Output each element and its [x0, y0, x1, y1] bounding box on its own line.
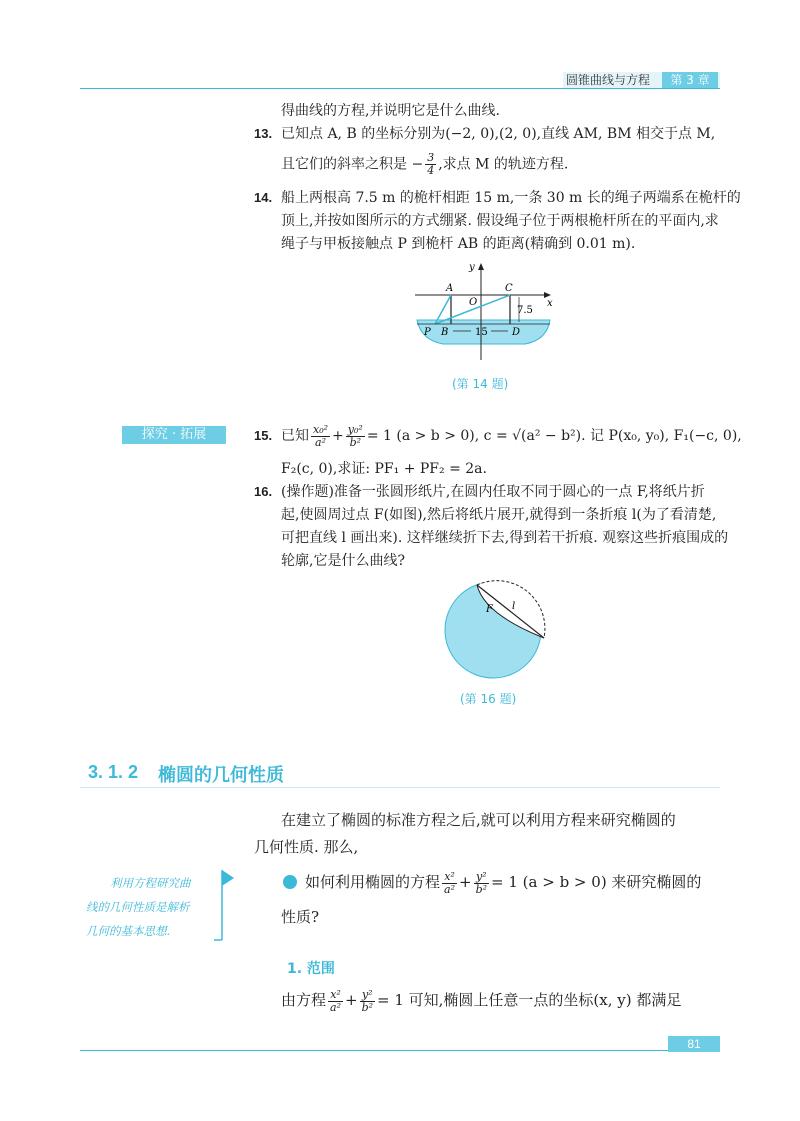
explore-extend-label: 探究 · 拓展 — [122, 426, 226, 444]
problem-16-line2: 起,使圆周过点 F(如图),然后将纸片展开,就得到一条折痕 l(为了看清楚, — [281, 507, 717, 523]
intro-line1: 在建立了椭圆的标准方程之后,就可以利用方程来研究椭圆的 — [281, 811, 676, 829]
range-line: 由方程 $\frac{\text{x²}}{\text{a²}}$ + $\frac{\text{y²}}{\text{b²}}$ = 1 可知,椭圆上任意一点的坐标(x, y) 都满足 — [281, 987, 682, 1014]
label-d: D — [512, 327, 521, 338]
problem-16-line1: (操作题)准备一张圆形纸片,在圆内任取不同于圆心的一点 F,将纸片折 — [281, 484, 705, 500]
problem-15-line2: F₂(c, 0),求证: PF₁ + PF₂ = 2a. — [281, 461, 487, 477]
figure-16-folded-circle — [440, 578, 550, 682]
problem-16-line3: 可把直线 l 画出来). 这样继续折下去,得到若干折痕. 观察这些折痕围成的 — [281, 530, 729, 546]
question-line1: 如何利用椭圆的方程 $\frac{\text{x²}}{\text{a²}}$ + $\frac{\text{y²}}{\text{b²}}$ = 1 (a > b > 0) 来研究椭圆的 — [305, 869, 702, 896]
sidenote-bracket — [214, 868, 236, 944]
page-number: 81 — [668, 1036, 720, 1052]
fraction-ysq-bsq: $\frac{\text{y²}}{\text{b²}}$ — [475, 869, 488, 896]
header-rule — [80, 88, 720, 89]
figure-14-mast-diagram — [405, 258, 565, 368]
label-f: F — [486, 604, 493, 615]
sidenote-line3: 几何的基本思想. — [86, 924, 171, 938]
problem-16-line4: 轮廓,它是什么曲线? — [281, 553, 405, 569]
figure-16-caption: (第 16 题) — [460, 692, 517, 706]
question-line2: 性质? — [281, 908, 320, 926]
problem-13-line1: 已知点 A, B 的坐标分别为(−2, 0),(2, 0),直线 AM, BM 相交于点 M, — [281, 126, 716, 142]
question-bullet — [283, 875, 297, 889]
label-x: x — [547, 298, 553, 309]
problem-continuation: 得曲线的方程,并说明它是什么曲线. — [281, 103, 500, 119]
chapter-title: 圆锥曲线与方程 — [566, 73, 651, 87]
problem-16-number: 16. — [254, 484, 273, 499]
label-b: B — [441, 327, 449, 338]
label-y: y — [469, 262, 475, 273]
section-number: 3. 1. 2 — [88, 762, 139, 782]
label-o: O — [469, 297, 478, 308]
sidenote-line2: 线的几何性质是解析 — [86, 900, 190, 914]
chapter-tag: 第 3 章 — [662, 72, 718, 88]
intro-line2: 几何性质. 那么, — [254, 838, 359, 856]
section-title: 椭圆的几何性质 — [158, 765, 284, 786]
label-height: 7.5 — [517, 305, 533, 316]
fraction-y0sq-bsq: $\frac{\text{y₀²}}{\text{b²}}$ — [347, 422, 363, 449]
section-rule — [80, 787, 720, 788]
label-c: C — [505, 283, 513, 294]
problem-14-number: 14. — [254, 190, 273, 205]
fraction-3-4: $\frac{3}{4}$ — [427, 151, 435, 177]
label-a: A — [446, 283, 454, 294]
problem-14-line3: 绳子与甲板接触点 P 到桅杆 AB 的距离(精确到 0.01 m). — [281, 236, 636, 252]
fraction-xsq-asq: $\frac{\text{x²}}{\text{a²}}$ — [444, 869, 455, 896]
sidenote-line1: 利用方程研究曲 — [110, 876, 191, 890]
label-l: l — [512, 601, 516, 612]
problem-15-line1: 已知 $\frac{\text{x₀²}}{\text{a²}}$ + $\frac{\text{y₀²}}{\text{b²}}$ = 1 (a > b > 0), c = √(a² − b²). 记 P(x₀, y₀), F₁(−c, 0), — [281, 422, 742, 449]
label-p: P — [424, 327, 431, 338]
fraction-xsq-asq-2: $\frac{\text{x²}}{\text{a²}}$ — [330, 987, 341, 1014]
y-axis-arrow — [478, 263, 484, 270]
fraction-ysq-bsq-2: $\frac{\text{y²}}{\text{b²}}$ — [361, 987, 374, 1014]
footer-rule — [80, 1050, 720, 1051]
problem-13-number: 13. — [254, 126, 273, 141]
problem-13-line2: 且它们的斜率之积是 − $\frac{3}{4}$ ,求点 M 的轨迹方程. — [281, 151, 569, 177]
subsection-range: 1. 范围 — [287, 961, 335, 977]
problem-14-line1: 船上两根高 7.5 m 的桅杆相距 15 m,一条 30 m 长的绳子两端系在桅杆的 — [281, 190, 741, 206]
label-width: 15 — [475, 327, 488, 338]
fraction-x0sq-asq: $\frac{\text{x₀²}}{\text{a²}}$ — [313, 422, 329, 449]
problem-14-line2: 顶上,并按如图所示的方式绷紧. 假设绳子位于两根桅杆所在的平面内,求 — [281, 213, 719, 229]
figure-14-caption: (第 14 题) — [452, 377, 509, 391]
problem-15-number: 15. — [254, 428, 273, 443]
